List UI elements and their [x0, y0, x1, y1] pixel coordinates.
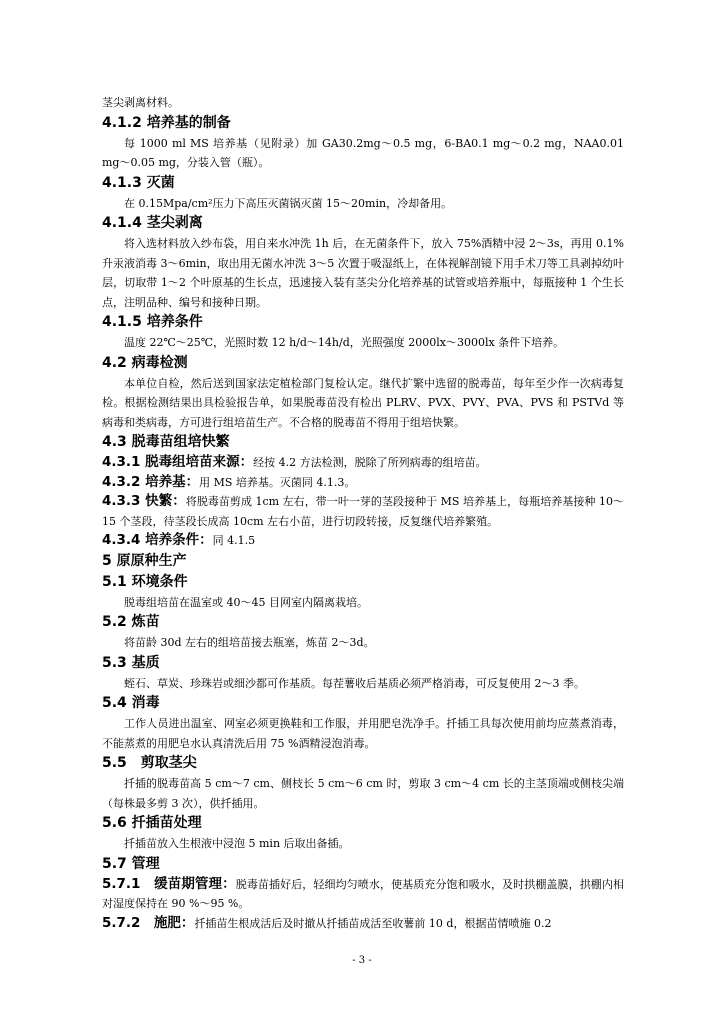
paragraph-5-4: 工作人员进出温室、网室必须更换鞋和工作服，并用肥皂洗净手。扦插工具每次使用前均应蒸煮消毒，不能蒸煮的用肥皂水认真清洗后用 75 %酒精浸泡消毒。: [102, 717, 624, 750]
item-4-3-1-head: 4.3.1 脱毒组培苗来源：: [102, 454, 254, 470]
paragraph-4-2: 本单位自检，然后送到国家法定植检部门复检认定。继代扩繁中选留的脱毒苗，每年至少作一次病毒复检。根据检测结果出具检验报告单，如果脱毒苗没有检出 PLRV、PVX、PVY、PVA、PVS 和 PSTVd 等病毒和类病毒，方可进行组培苗生产。不合格的脱毒苗不得用于组培快繁。: [102, 376, 624, 429]
item-4-3-1-text: 经按 4.2 方法检测，脱除了所列病毒的组培苗。: [253, 456, 487, 469]
item-5-7-1-text: 脱毒苗插好后，轻细均匀喷水，使基质充分饱和吸水，及时拱棚盖膜，拱棚内相对湿度保持在 90 %～95 %。: [102, 877, 625, 910]
item-4-3-3-head: 4.3.3 快繁：: [102, 493, 186, 509]
paragraph-5-6: 扦插苗放入生根液中浸泡 5 min 后取出备插。: [124, 837, 350, 850]
item-4-3-2-text: 用 MS 培养基。灭菌同 4.1.3。: [199, 475, 356, 489]
paragraph-5-2: 将苗龄 30d 左右的组培苗接去瓶塞，炼苗 2～3d。: [124, 636, 375, 649]
item-4-3-2: [102, 473, 624, 493]
heading-4-3: 4.3 脱毒苗组培快繁: [102, 434, 230, 450]
item-4-3-1: [102, 453, 624, 473]
paragraph-4-1-3: 在 0.15Mpa/cm²压力下高压灭菌锅灭菌 15～20min，冷却备用。: [124, 196, 453, 210]
paragraph-5-1: 脱毒组培苗在温室或 40～45 目网室内隔离栽培。: [124, 595, 368, 609]
heading-5-1: 5.1 环境条件: [102, 573, 188, 590]
paragraph-5-5: 扦插的脱毒苗高 5 cm～7 cm、侧枝长 5 cm～6 cm 时，剪取 3 cm～4 cm 长的主茎顶端或侧枝尖端（每株最多剪 3 次），供扦插用。: [102, 777, 624, 810]
item-4-3-3-text: 将脱毒苗剪成 1cm 左右，带一叶一芽的茎段接种于 MS 培养基上，每瓶培养基接种 10～15 个茎段，待茎段长成高 10cm 左右小苗，进行切段转接，反复继代培养繁殖。: [102, 495, 624, 528]
paragraph-5-3: 蛭石、草炭、珍珠岩或细沙都可作基质。每茬薯收后基质必须严格消毒，可反复使用 2～3 季。: [124, 676, 585, 690]
heading-5-6: 5.6 扦插苗处理: [102, 815, 202, 831]
heading-4-1-3: 4.1.3 灭菌: [102, 174, 175, 191]
heading-5-7: 5.7 管理: [102, 855, 160, 872]
page-number: - 3 -: [352, 955, 372, 966]
item-5-7-1: [102, 875, 624, 914]
document-body: [102, 93, 624, 933]
item-5-7-2: [102, 914, 624, 934]
heading-4-2: 4.2 病毒检测: [102, 354, 188, 371]
heading-4-1-2: 4.1.2 培养基的制备: [102, 114, 231, 131]
item-5-7-2-text: 扦插苗生根成活后及时撤从扦插苗成活至收薯前 10 d，根据苗情喷施 0.2: [194, 916, 552, 930]
heading-5-4: 5.4 消毒: [102, 695, 160, 711]
paragraph-4-1-5: 温度 22℃～25℃，光照时数 12 h/d～14h/d，光照强度 2000lx～3000lx 条件下培养。: [124, 336, 565, 349]
heading-5-3: 5.3 基质: [102, 654, 160, 671]
item-4-3-3: [102, 492, 624, 531]
heading-4-1-4: 4.1.4 茎尖剥离: [102, 215, 203, 231]
heading-5-2: 5.2 炼苗: [102, 614, 160, 630]
paragraph-4-1-2: 每 1000 ml MS 培养基（见附录）加 GA30.2mg～0.5 mg，6-BA0.1 mg～0.2 mg，NAA0.01 mg～0.05 mg，分装入管（瓶）。: [102, 136, 624, 169]
item-4-3-4-head: 4.3.4 培养条件：: [102, 532, 213, 548]
item-5-7-1-head: 5.7.1 缓苗期管理：: [102, 875, 236, 892]
heading-5-5: 5.5 剪取茎尖: [102, 755, 197, 771]
item-4-3-2-head: 4.3.2 培养基：: [102, 473, 200, 490]
item-5-7-2-head: 5.7.2 施肥：: [102, 914, 195, 931]
paragraph-continuation: 茎尖剥离材料。: [102, 96, 179, 109]
item-4-3-4: [102, 531, 624, 551]
paragraph-4-1-4: 将入选材料放入纱布袋，用自来水冲洗 1h 后，在无菌条件下，放入 75%酒精中浸 2～3s，再用 0.1%升汞液消毒 3～6min，取出用无菌水冲洗 3～5 次置于吸湿纸上，在体视解剖镜下用手术刀等工具剥掉幼叶层，切取带 1～2 个叶原基的生长点，迅速接入装有茎尖分化培养基的试管或培养瓶中，每瓶接种 1 个生长点，注明品种、编号和接种日期。: [102, 237, 624, 309]
heading-5: 5 原原种生产: [102, 552, 187, 569]
item-4-3-4-text: 同 4.1.5: [212, 534, 256, 547]
heading-4-1-5: 4.1.5 培养条件: [102, 314, 203, 330]
